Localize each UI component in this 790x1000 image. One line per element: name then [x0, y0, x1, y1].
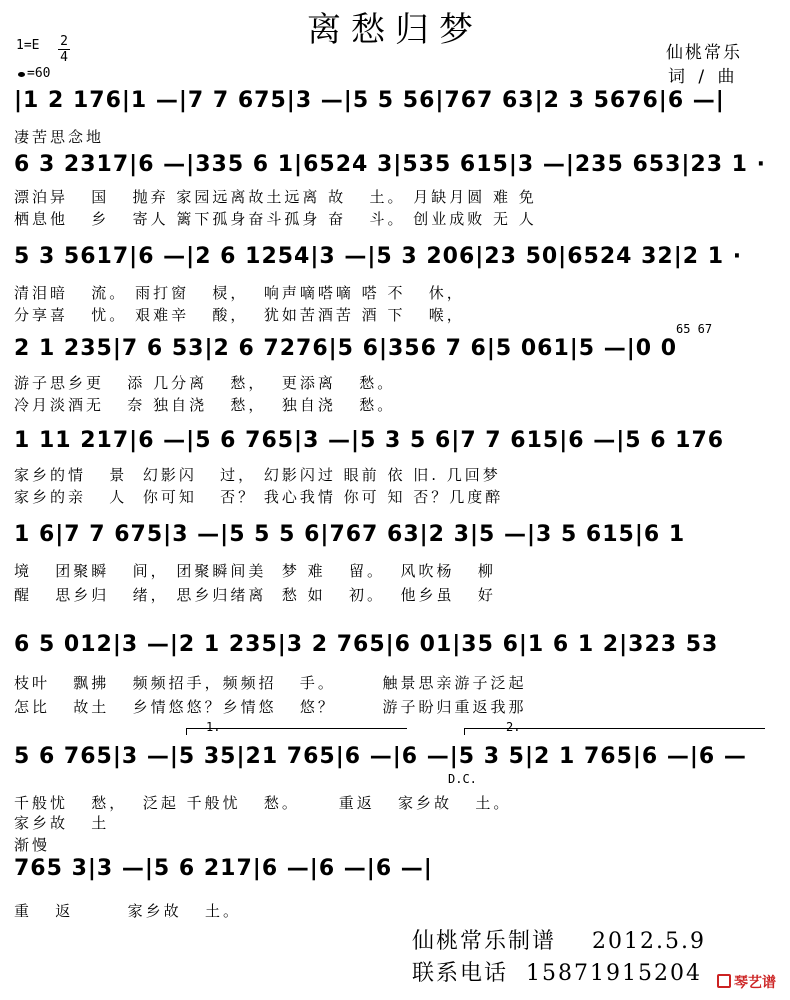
lyric-line: 凄苦思念地 [14, 128, 105, 146]
dc-mark: D.C. [448, 772, 477, 786]
volta-2-label: 2. [506, 720, 521, 734]
notation-row: 6 3 2317|6 —|335 6 1|6524 3|535 615|3 —|235 653|23 1 · [14, 152, 767, 177]
notation-row: 765 3|3 —|5 6 217|6 —|6 —|6 —| [14, 856, 433, 881]
score-date: 2012.5.9 [592, 929, 706, 954]
notation-row: 2 1 235|7 6 53|2 6 7276|5 6|356 7 6|5 061|5 —|0 0 [14, 336, 678, 361]
time-signature [58, 34, 70, 65]
lyric-line: 游子思乡更 添 几分离 愁， 更添离 愁。 [14, 374, 396, 392]
lyric-line: 分享喜 忧。 艰难辛 酸， 犹如苦酒苦 酒 下 喉， [14, 306, 465, 324]
lyric-line: 千般忧 愁， 泛起 千般忧 愁。 重返 家乡故 土。 [14, 794, 512, 812]
notation-row: 6 5 012|3 —|2 1 235|3 2 765|6 01|35 6|1 6 1 2|323 53 [14, 632, 719, 657]
contact-info: 联系电话 15871915204 [412, 961, 702, 986]
tempo-mark: =60 [18, 66, 50, 81]
lyric-line: 漂泊异 国 抛弃 家园远离故土远离 故 土。 月缺月圆 难 免 [14, 188, 537, 206]
volta-1-label: 1. [206, 720, 221, 734]
notation-row: 1 6|7 7 675|3 —|5 5 5 6|767 63|2 3|5 —|3 5 615|6 1 [14, 522, 686, 547]
score-credit: 仙桃常乐制谱 2012.5.9 [412, 929, 706, 954]
quarter-note-icon [18, 72, 25, 77]
lyric-line: 怎比 故土 乡情悠悠？乡情悠 悠？ 游子盼归重返我那 [14, 698, 527, 716]
lyric-line: 醒 思乡归 绪， 思乡归绪离 愁 如 初。 他乡虽 好 [14, 586, 496, 604]
lyric-line: 枝叶 飘拂 频频招手，频频招 手。 触景思亲游子泛起 [14, 674, 527, 692]
rest-hint: 65 67 [676, 322, 713, 336]
slow-mark: 渐慢 [14, 836, 51, 854]
lyric-line: 家乡的情 景 幻影闪 过， 幻影闪过 眼前 依 旧. 几回梦 [14, 466, 501, 484]
watermark: 琴艺谱 [717, 972, 776, 992]
author-role: 词 / 曲 [668, 67, 739, 87]
lyric-line: 家乡的亲 人 你可知 否？ 我心我情 你可 知 否？几度醉 [14, 488, 504, 506]
author: 仙桃常乐 [666, 43, 742, 63]
page-title: 离愁归梦 [307, 10, 483, 50]
lyric-line: 重 返 家乡故 土。 [14, 902, 241, 920]
notation-row: 5 6 765|3 —|5 35|21 765|6 —|6 —|5 3 5|2 1 765|6 —|6 — [14, 744, 747, 769]
logo-icon [717, 974, 731, 988]
key-signature: 1=E [16, 38, 40, 53]
notation-row: 1 11 217|6 —|5 6 765|3 —|5 3 5 6|7 7 615|6 —|5 6 176 [14, 428, 725, 453]
notation-row: 5 3 5617|6 —|2 6 1254|3 —|5 3 206|23 50|6524 32|2 1 · [14, 244, 743, 269]
lyric-line: 家乡故 土 [14, 814, 110, 832]
lyric-line: 栖息他 乡 寄人 篱下孤身奋斗孤身 奋 斗。 创业成败 无 人 [14, 210, 537, 228]
phone-number: 15871915204 [526, 961, 702, 986]
lyric-line: 冷月淡酒无 奈 独自浇 愁， 独自浇 愁。 [14, 396, 396, 414]
meter-bottom: 4 [60, 50, 68, 65]
notation-row: |1 2 176|1 —|7 7 675|3 —|5 5 56|767 63|2 3 5676|6 —| [14, 88, 725, 113]
lyric-line: 境 团聚瞬 间， 团聚瞬间美 梦 难 留。 风吹杨 柳 [14, 562, 496, 580]
lyric-line: 清泪暗 流。 雨打窗 棂， 响声嘀嗒嘀 嗒 不 休， [14, 284, 465, 302]
meter-top: 2 [60, 34, 68, 49]
